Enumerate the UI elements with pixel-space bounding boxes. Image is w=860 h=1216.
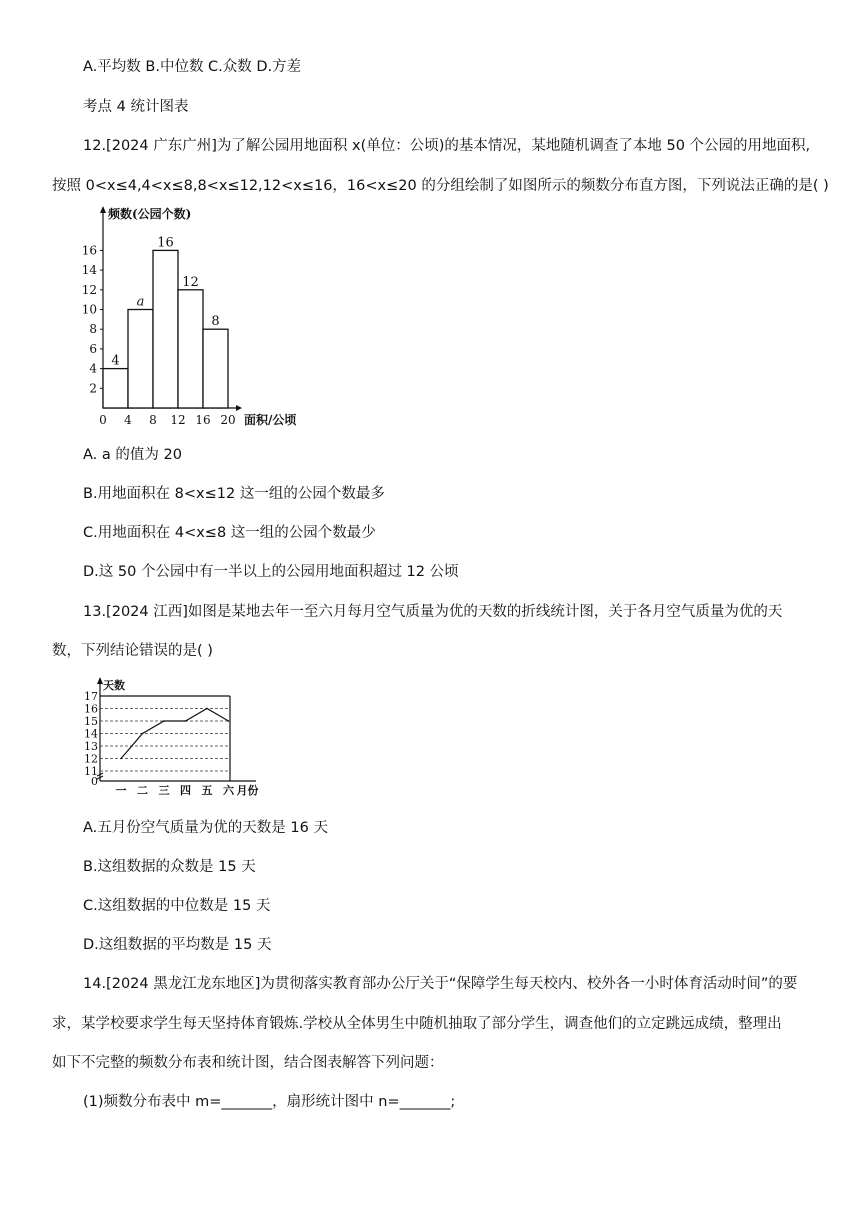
bar-data-label: 16 — [157, 235, 174, 251]
y-tick-label: 8 — [89, 322, 97, 337]
q13-option-c: C.这组数据的中位数是 15 天 — [83, 898, 271, 914]
y-tick-label: 12 — [81, 282, 97, 297]
q14-stem-line2: 求，某学校要求学生每天坚持体育锻炼.学校从全体男生中随机抽取了部分学生，调查他们的立定跳远成绩，整理出 — [52, 1016, 782, 1032]
y-tick-label: 2 — [89, 381, 97, 396]
y-tick-label: 4 — [89, 361, 97, 376]
histogram-bar — [128, 310, 153, 409]
x-axis-arrow — [236, 405, 242, 411]
data-point — [228, 720, 230, 722]
x-tick-label: 四 — [180, 784, 191, 797]
data-point — [206, 708, 208, 710]
histogram-bar — [178, 290, 203, 408]
y-tick-label: 14 — [84, 727, 98, 741]
y-tick-label: 16 — [84, 702, 98, 716]
y-axis-label: 频数(公园个数) — [108, 207, 192, 221]
q14-stem-line1: 14.[2024 黑龙江龙东地区]为贯彻落实教育部办公厅关于“保障学生每天校内、校外各一小时体育活动时间”的要 — [83, 976, 798, 992]
q11-options: A.平均数 B.中位数 C.众数 D.方差 — [83, 59, 302, 75]
q13-option-b: B.这组数据的众数是 15 天 — [83, 859, 256, 875]
data-point — [142, 733, 144, 735]
histogram-bar — [153, 250, 178, 408]
y-tick-label: 17 — [84, 690, 98, 703]
histogram-bar — [203, 329, 228, 408]
bar-data-label: 4 — [111, 353, 120, 369]
q14-stem-line3: 如下不完整的频数分布表和统计图，结合图表解答下列问题： — [52, 1055, 444, 1071]
q12-stem-line1: 12.[2024 广东广州]为了解公园用地面积 x(单位：公顷)的基本情况，某地随机调查了本地 50 个公园的用地面积, — [83, 138, 811, 154]
y-axis-label: 天数 — [103, 679, 125, 692]
bar-data-label: 8 — [211, 314, 220, 330]
x-tick-label: 20 — [220, 413, 236, 427]
q13-stem-line2: 数，下列结论错误的是( ) — [52, 643, 213, 659]
x-tick-label: 16 — [195, 413, 211, 427]
line-chart — [80, 673, 270, 803]
bar-data-label: a — [136, 294, 145, 310]
section-heading: 考点 4 统计图表 — [83, 99, 189, 115]
q13-option-a: A.五月份空气质量为优的天数是 16 天 — [83, 820, 328, 836]
y-tick-label: 14 — [81, 263, 97, 278]
x-axis-label: 面积/公顷 — [244, 413, 297, 427]
x-tick-label: 4 — [124, 413, 132, 427]
histogram-chart — [78, 203, 318, 435]
x-axis-label: 月份 — [236, 784, 259, 797]
q12-stem-line2: 按照 0<x≤4,4<x≤8,8<x≤12,12<x≤16，16<x≤20 的分组绘制了如图所示的频数分布直方图，下列说法正确的是( ) — [52, 178, 829, 194]
x-tick-label: 二 — [137, 784, 148, 797]
y-tick-label: 10 — [81, 302, 97, 317]
data-point — [185, 720, 187, 722]
x-tick-label: 五 — [201, 784, 213, 797]
y-tick-label: 12 — [84, 752, 98, 766]
y-axis-arrow — [100, 206, 106, 213]
y-tick-label: 11 — [84, 765, 98, 778]
x-tick-label: 三 — [158, 784, 170, 797]
q12-option-d: D.这 50 个公园中有一半以上的公园用地面积超过 12 公顷 — [83, 564, 459, 580]
q12-option-c: C.用地面积在 4<x≤8 这一组的公园个数最少 — [83, 525, 376, 541]
data-point — [163, 720, 165, 722]
y-tick-label: 0 — [91, 775, 98, 788]
x-tick-label: 0 — [99, 413, 107, 427]
q14-part1: (1)频数分布表中 m=_______，扇形统计图中 n=_______; — [83, 1094, 456, 1110]
x-tick-label: 8 — [149, 413, 157, 427]
x-tick-label: 六 — [223, 784, 234, 797]
bar-data-label: 12 — [182, 274, 199, 290]
data-point — [120, 758, 122, 760]
x-tick-label: 12 — [170, 413, 186, 427]
q13-stem-line1: 13.[2024 江西]如图是某地去年一至六月每月空气质量为优的天数的折线统计图，关于各月空气质量为优的天 — [83, 604, 783, 620]
q12-option-b: B.用地面积在 8<x≤12 这一组的公园个数最多 — [83, 486, 385, 502]
y-tick-label: 13 — [84, 740, 98, 753]
histogram-bar — [103, 369, 128, 408]
q12-option-a: A. a 的值为 20 — [83, 447, 182, 463]
q13-option-d: D.这组数据的平均数是 15 天 — [83, 937, 272, 953]
y-tick-label: 16 — [81, 243, 97, 258]
y-tick-label: 6 — [89, 341, 97, 356]
y-tick-label: 15 — [84, 715, 98, 728]
x-tick-label: 一 — [115, 784, 127, 797]
